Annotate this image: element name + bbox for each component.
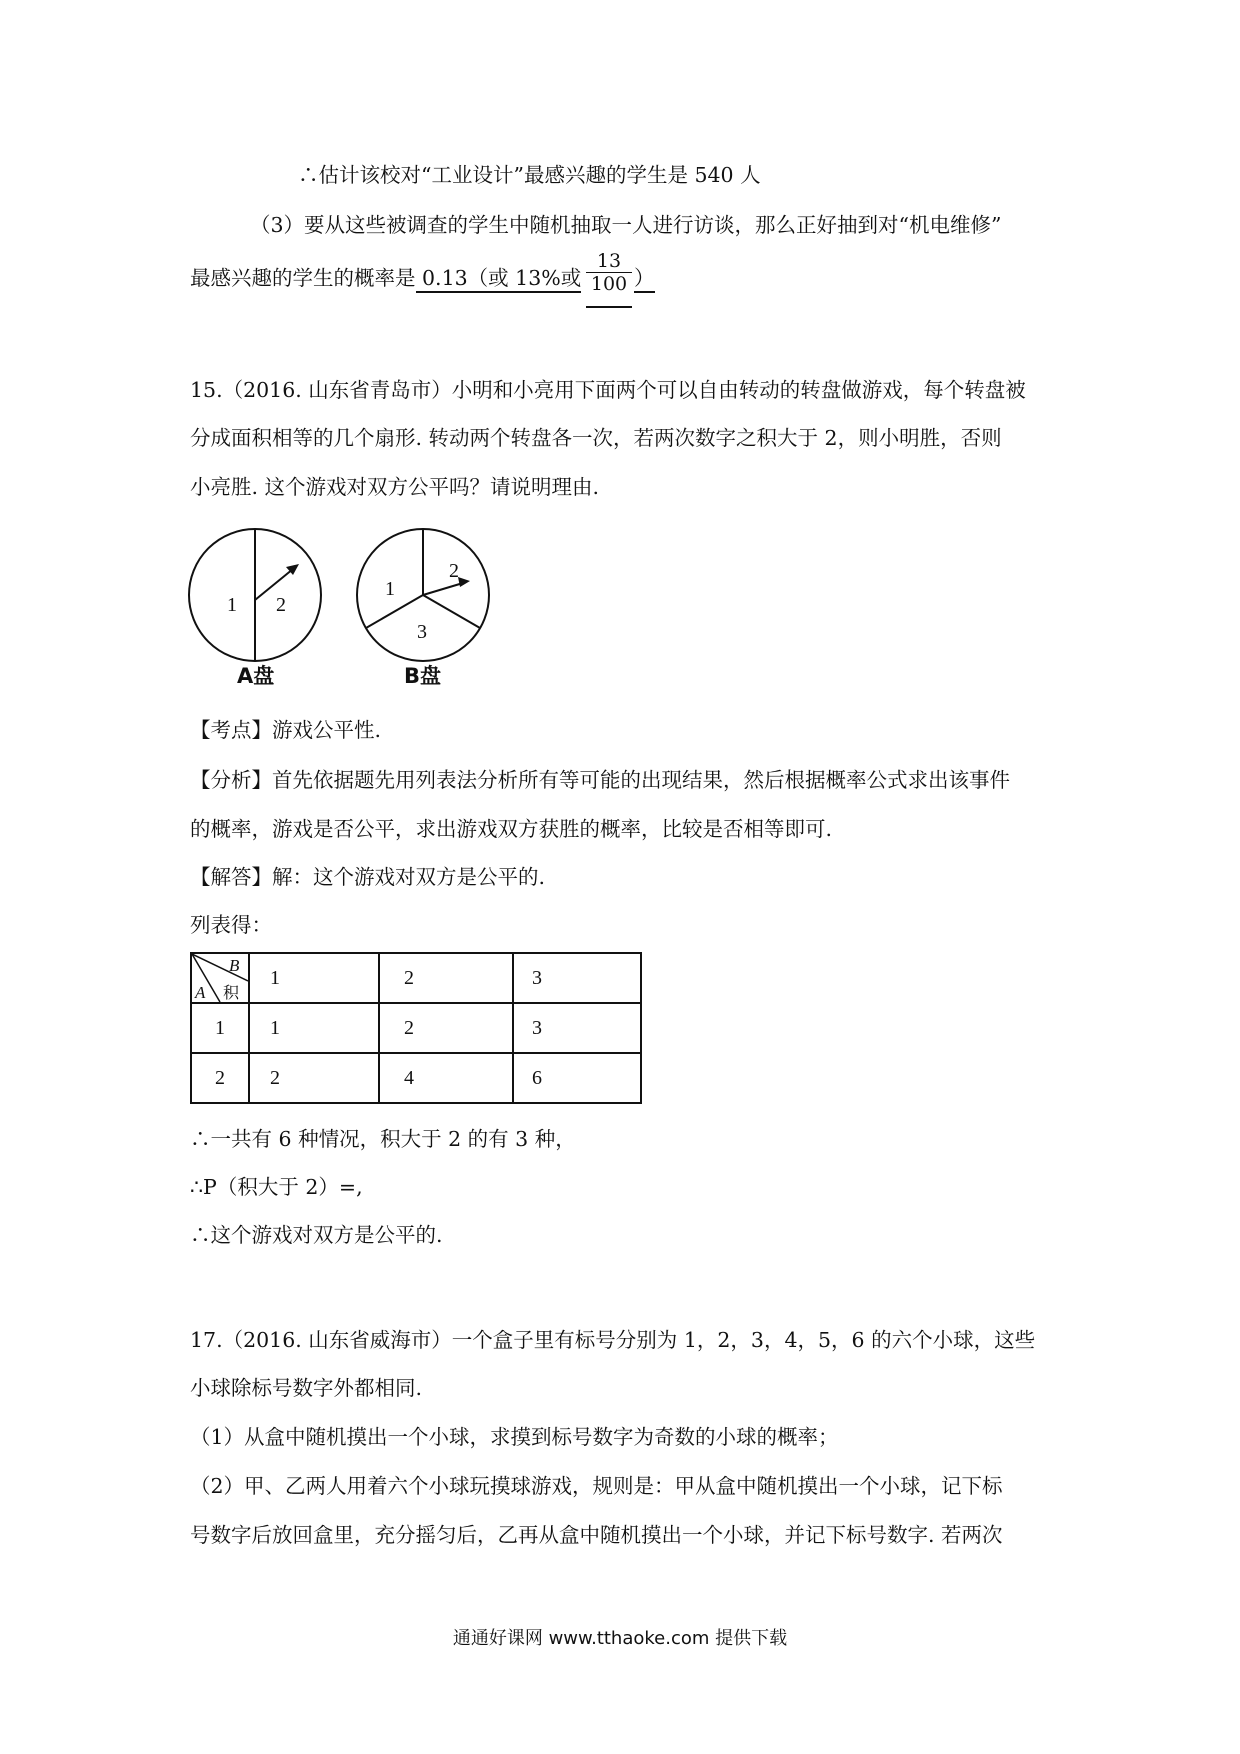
table-row [191, 1003, 641, 1053]
liebiao-label: 列表得： [190, 913, 272, 937]
fraction-denominator: 100 [590, 273, 628, 295]
table-cell: 1 [249, 1003, 379, 1053]
table-header-row [191, 953, 641, 1003]
table-row [191, 1053, 641, 1103]
table-cell: 2 [379, 1003, 513, 1053]
wheel-a-label: A盘 [237, 664, 275, 688]
result-line3: ∴这个游戏对双方是公平的. [190, 1223, 443, 1247]
corner-b: B [229, 956, 240, 975]
fraction-numerator: 13 [586, 250, 632, 273]
table-header-cell: 3 [513, 953, 641, 1003]
table-cell: 2 [249, 1053, 379, 1103]
jieda: 【解答】解：这个游戏对双方是公平的. [190, 865, 546, 889]
part3-line2 [190, 263, 581, 293]
q15-line2: 分成面积相等的几个扇形. 转动两个转盘各一次，若两次数字之积大于 2，则小明胜，否则 [190, 426, 1002, 450]
part3-line1: （3）要从这些被调查的学生中随机抽取一人进行访谈，那么正好抽到对“机电维修” [250, 213, 1002, 237]
fenxi-line2: 的概率，游戏是否公平，求出游戏双方获胜的概率，比较是否相等即可. [190, 817, 833, 841]
wheel-b-sector-3: 3 [417, 621, 427, 643]
product-table [190, 952, 642, 1104]
table-row-label: 1 [191, 1003, 249, 1053]
part3-line2-prefix: 最感兴趣的学生的概率是 [190, 266, 416, 290]
corner-a: A [195, 983, 206, 1002]
fraction-underline [586, 306, 632, 308]
fenxi-line1: 【分析】首先依据题先用列表法分析所有等可能的出现结果，然后根据概率公式求出该事件 [190, 768, 1010, 792]
table-row-label: 2 [191, 1053, 249, 1103]
result-line2: ∴P（积大于 2）=, [190, 1175, 363, 1199]
wheel-a-sector-1: 1 [227, 594, 237, 616]
answer-fraction [586, 250, 632, 295]
q17-line2: 小球除标号数字外都相同. [190, 1376, 423, 1400]
table-cell: 4 [379, 1053, 513, 1103]
q17-line1: 17.（2016. 山东省威海市）一个盒子里有标号分别为 1，2，3，4，5，6 的六个小球，这些 [190, 1328, 1036, 1352]
part3-answer: 0.13（或 13%或 [416, 266, 582, 293]
result-line1: ∴一共有 6 种情况，积大于 2 的有 3 种， [190, 1127, 576, 1151]
wheel-b [353, 525, 493, 665]
table-cell: 6 [513, 1053, 641, 1103]
part2-conclusion: ∴估计该校对“工业设计”最感兴趣的学生是 540 人 [298, 163, 761, 187]
table-corner-cell [191, 953, 249, 1003]
wheel-b-label: B盘 [404, 664, 442, 688]
wheel-b-sector-2: 2 [449, 560, 459, 582]
corner-ji: 积 [223, 983, 240, 1002]
table-cell: 3 [513, 1003, 641, 1053]
q15-line3: 小亮胜. 这个游戏对双方公平吗？请说明理由. [190, 475, 600, 499]
part3-answer-close: ） [634, 263, 655, 293]
wheel-a-sector-2: 2 [276, 594, 286, 616]
q17-part1: （1）从盒中随机摸出一个小球，求摸到标号数字为奇数的小球的概率； [190, 1425, 839, 1449]
table-header-cell: 2 [379, 953, 513, 1003]
wheel-b-sector-1: 1 [385, 578, 395, 600]
table-header-cell: 1 [249, 953, 379, 1003]
q15-line1: 15.（2016. 山东省青岛市）小明和小亮用下面两个可以自由转动的转盘做游戏，每个转盘被 [190, 378, 1026, 402]
page-footer: 通通好课网 www.tthaoke.com 提供下载 [452, 1628, 788, 1649]
wheel-a [185, 525, 325, 665]
q17-part2-line2: 号数字后放回盒里，充分摇匀后，乙再从盒中随机摸出一个小球，并记下标号数字. 若两次 [190, 1523, 1003, 1547]
q17-part2-line1: （2）甲、乙两人用着六个小球玩摸球游戏，规则是：甲从盒中随机摸出一个小球，记下标 [190, 1474, 1003, 1498]
kaodian: 【考点】游戏公平性. [190, 718, 382, 742]
